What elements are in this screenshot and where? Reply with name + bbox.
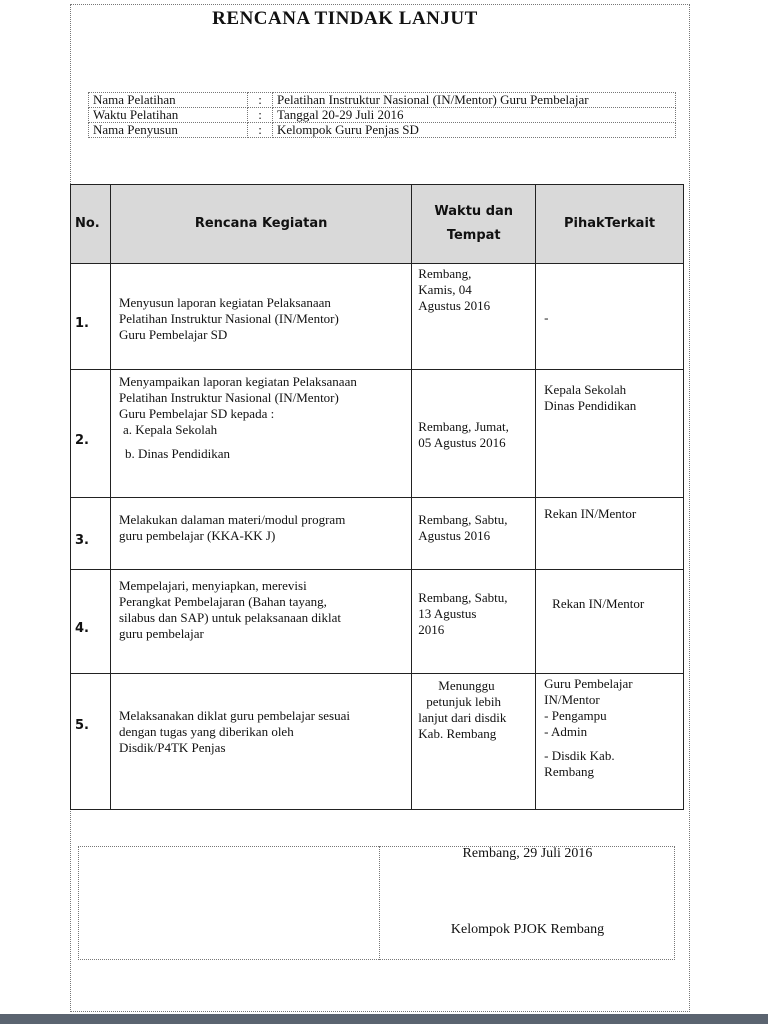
waktu-line: Rembang, Jumat,	[418, 418, 509, 434]
waktu-cell	[412, 264, 536, 370]
waktu-cell	[412, 498, 536, 570]
info-separator: :	[248, 123, 273, 138]
pihak-line: Rembang	[544, 764, 594, 779]
info-separator: :	[248, 93, 273, 108]
waktu-line: lanjut dari disdik	[418, 710, 507, 725]
kegiatan-cell	[110, 570, 411, 674]
kegiatan-line: Disdik/P4TK Penjas	[118, 740, 226, 755]
table-row	[71, 264, 684, 370]
row-number: 1.	[71, 264, 111, 370]
info-table	[88, 92, 676, 138]
signature-divider	[379, 846, 380, 960]
window-bottom-edge	[0, 1014, 768, 1024]
info-label: Nama Penyusun	[89, 123, 248, 138]
waktu-cell	[412, 674, 536, 810]
pihak-line: - Disdik Kab.	[544, 748, 615, 763]
kegiatan-line: Pelatihan Instruktur Nasional (IN/Mentor)	[118, 310, 339, 326]
waktu-line: Rembang,	[418, 266, 472, 281]
kegiatan-line: Melaksanakan diklat guru pembelajar sesuai	[118, 708, 350, 723]
waktu-line: Rembang, Sabtu,	[418, 590, 508, 605]
header-waktu	[412, 185, 536, 264]
waktu-line: 2016	[418, 622, 445, 637]
table-row	[71, 498, 684, 570]
info-value: Tanggal 20-29 Juli 2016	[273, 108, 676, 123]
info-label: Waktu Pelatihan	[89, 108, 248, 123]
row-number	[71, 674, 111, 810]
waktu-line: Menunggu	[438, 678, 495, 693]
signature-date: Rembang, 29 Juli 2016	[462, 846, 593, 861]
pihak-cell	[536, 498, 684, 570]
table-row	[71, 674, 684, 810]
kegiatan-line: a. Kepala Sekolah	[122, 422, 218, 437]
row-number: 3.	[71, 498, 111, 570]
header-waktu-line: Tempat	[446, 228, 501, 243]
kegiatan-line: Mempelajari, menyiapkan, merevisi	[118, 578, 307, 593]
kegiatan-cell	[110, 370, 411, 498]
waktu-line: Kamis, 04	[418, 282, 472, 297]
info-label: Nama Pelatihan	[89, 93, 248, 108]
plan-table	[70, 184, 684, 810]
kegiatan-line: guru pembelajar (KKA-KK J)	[118, 528, 276, 543]
info-row	[89, 108, 676, 123]
info-row	[89, 93, 676, 108]
signature-group: Kelompok PJOK Rembang	[450, 922, 605, 937]
info-separator: :	[248, 108, 273, 123]
kegiatan-line: Pelatihan Instruktur Nasional (IN/Mentor)	[118, 390, 339, 405]
pihak-line: IN/Mentor	[544, 692, 600, 707]
kegiatan-line: Menyampaikan laporan kegiatan Pelaksanaan	[118, 374, 357, 389]
info-value: Pelatihan Instruktur Nasional (IN/Mentor) Guru Pembelajar	[273, 93, 676, 108]
waktu-line: Kab. Rembang	[418, 726, 497, 741]
kegiatan-line: Melakukan dalaman materi/modul program	[118, 512, 346, 527]
pihak-line: Guru Pembelajar	[544, 676, 633, 691]
pihak-line: Kepala Sekolah	[544, 382, 627, 397]
waktu-line: Agustus 2016	[418, 528, 491, 543]
kegiatan-line: Menyusun laporan kegiatan Pelaksanaan	[118, 294, 331, 310]
kegiatan-cell	[110, 674, 411, 810]
kegiatan-line: Perangkat Pembelajaran (Bahan tayang,	[118, 594, 327, 609]
waktu-line: 13 Agustus	[418, 606, 477, 621]
pihak-cell	[536, 674, 684, 810]
header-waktu-line: Waktu dan	[434, 204, 514, 219]
kegiatan-line: silabus dan SAP) untuk pelaksanaan diklat	[118, 610, 342, 625]
waktu-line: petunjuk lebih	[426, 694, 502, 709]
waktu-line: Agustus 2016	[418, 298, 491, 313]
kegiatan-line: guru pembelajar	[118, 626, 204, 641]
row-number: 2.	[71, 370, 111, 498]
row-number-text: 5.	[75, 718, 89, 733]
kegiatan-cell	[110, 498, 411, 570]
table-row	[71, 370, 684, 498]
header-pihak: PihakTerkait	[536, 185, 684, 264]
kegiatan-cell	[110, 264, 411, 370]
pihak-line: Rekan IN/Mentor	[552, 596, 645, 611]
kegiatan-line: Guru Pembelajar SD kepada :	[118, 406, 275, 421]
document-title: RENCANA TINDAK LANJUT	[212, 8, 478, 29]
pihak-cell	[536, 570, 684, 674]
row-number: 4.	[71, 570, 111, 674]
pihak-cell	[536, 264, 684, 370]
info-value: Kelompok Guru Penjas SD	[273, 123, 676, 138]
signature-box	[78, 846, 675, 960]
table-row	[71, 570, 684, 674]
pihak-line: Dinas Pendidikan	[544, 398, 637, 413]
kegiatan-line: Guru Pembelajar SD	[118, 326, 228, 342]
pihak-line: - Admin	[544, 724, 588, 739]
kegiatan-line: b. Dinas Pendidikan	[124, 446, 231, 461]
waktu-line: Rembang, Sabtu,	[418, 512, 508, 527]
waktu-cell	[412, 570, 536, 674]
pihak-line: -	[544, 309, 549, 325]
waktu-line: 05 Agustus 2016	[418, 434, 506, 450]
pihak-cell	[536, 370, 684, 498]
table-header-row	[71, 185, 684, 264]
pihak-line: - Pengampu	[544, 708, 607, 723]
header-kegiatan: Rencana Kegiatan	[110, 185, 411, 264]
kegiatan-line: dengan tugas yang diberikan oleh	[118, 724, 294, 739]
waktu-cell	[412, 370, 536, 498]
info-row	[89, 123, 676, 138]
header-no: No.	[71, 185, 111, 264]
pihak-line: Rekan IN/Mentor	[544, 506, 637, 521]
